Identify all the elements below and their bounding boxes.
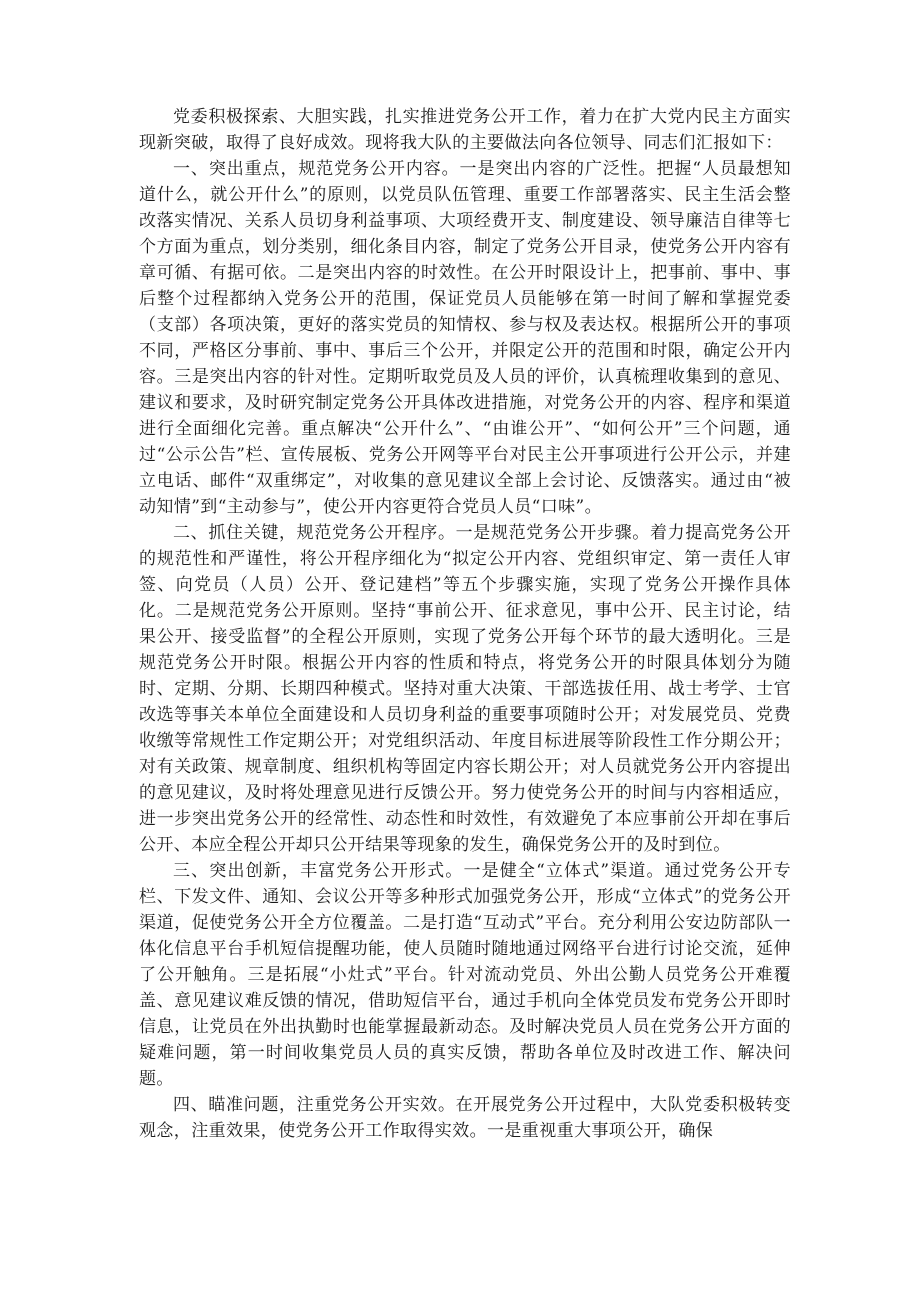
section-2-paragraph: 二、抓住关键，规范党务公开程序。一是规范党务公开步骤。着力提高党务公开的规范性和严谨性，将公开程序细化为“拟定公开内容、党组织审定、第一责任人审签、向党员（人员）公开、登记建档”等五个步骤实施，实现了党务公开操作具体化。二是规范党务公开原则。坚持“事前公开、征求意见，事中公开、民主讨论，结果公开、接受监督”的全程公开原则，实现了党务公开每个环节的最大透明化。三是规范党务公开时限。根据公开内容的性质和特点，将党务公开的时限具体划分为随时、定期、分期、长期四种模式。坚持对重大决策、干部选拔任用、战士考学、士官改选等事关本单位全面建设和人员切身利益的重要事项随时公开；对发展党员、党费收缴等常规性工作定期公开；对党组织活动、年度目标进展等阶段性工作分期公开；对有关政策、规章制度、组织机构等固定内容长期公开；对人员就党务公开内容提出的意见建议，及时将处理意见进行反馈公开。努力使党务公开的时间与内容相适应，进一步突出党务公开的经常性、动态性和时效性，有效避免了本应事前公开却在事后公开、本应全程公开却只公开结果等现象的发生，确保党务公开的及时到位。 <box>139 523 791 855</box>
document-page <box>139 104 791 1144</box>
section-1-paragraph: 一、突出重点，规范党务公开内容。一是突出内容的广泛性。把握“人员最想知道什么，就公开什么”的原则，以党员队伍管理、重要工作部署落实、民主生活会整改落实情况、关系人员切身利益事项、大项经费开支、制度建设、领导廉洁自律等七个方面为重点，划分类别，细化条目内容，制定了党务公开目录，使党务公开内容有章可循、有据可依。二是突出内容的时效性。在公开时限设计上，把事前、事中、事后整个过程都纳入党务公开的范围，保证党员人员能够在第一时间了解和掌握党委（支部）各项决策，更好的落实党员的知情权、参与权及表达权。根据所公开的事项不同，严格区分事前、事中、事后三个公开，并限定公开的范围和时限，确定公开内容。三是突出内容的针对性。定期听取党员及人员的评价，认真梳理收集到的意见、建议和要求，及时研究制定党务公开具体改进措施，对党务公开的内容、程序和渠道进行全面细化完善。重点解决“公开什么”、“由谁公开”、“如何公开”三个问题，通过“公示公告”栏、宣传展板、党务公开网等平台对民主公开事项进行公开公示，并建立电话、邮件“双重绑定”，对收集的意见建议全部上会讨论、反馈落实。通过由“被动知情”到“主动参与”，使公开内容更符合党员人员“口味”。 <box>139 159 791 517</box>
section-4-paragraph: 四、瞄准问题，注重党务公开实效。在开展党务公开过程中，大队党委积极转变观念，注重效果，使党务公开工作取得实效。一是重视重大事项公开，确保 <box>139 1095 791 1141</box>
section-3-paragraph: 三、突出创新，丰富党务公开形式。一是健全“立体式”渠道。通过党务公开专栏、下发文件、通知、会议公开等多种形式加强党务公开，形成“立体式”的党务公开渠道，促使党务公开全方位覆盖。二是打造“互动式”平台。充分利用公安边防部队一体化信息平台手机短信提醒功能，使人员随时随地通过网络平台进行讨论交流，延伸了公开触角。三是拓展“小灶式”平台。针对流动党员、外出公勤人员党务公开难覆盖、意见建议难反馈的情况，借助短信平台，通过手机向全体党员发布党务公开即时信息，让党员在外出执勤时也能掌握最新动态。及时解决党员人员在党务公开方面的疑难问题，第一时间收集党员人员的真实反馈，帮助各单位及时改进工作、解决问题。 <box>139 861 791 1089</box>
intro-paragraph: 党委积极探索、大胆实践，扎实推进党务公开工作，着力在扩大党内民主方面实现新突破，取得了良好成效。现将我大队的主要做法向各位领导、同志们汇报如下： <box>139 107 791 153</box>
